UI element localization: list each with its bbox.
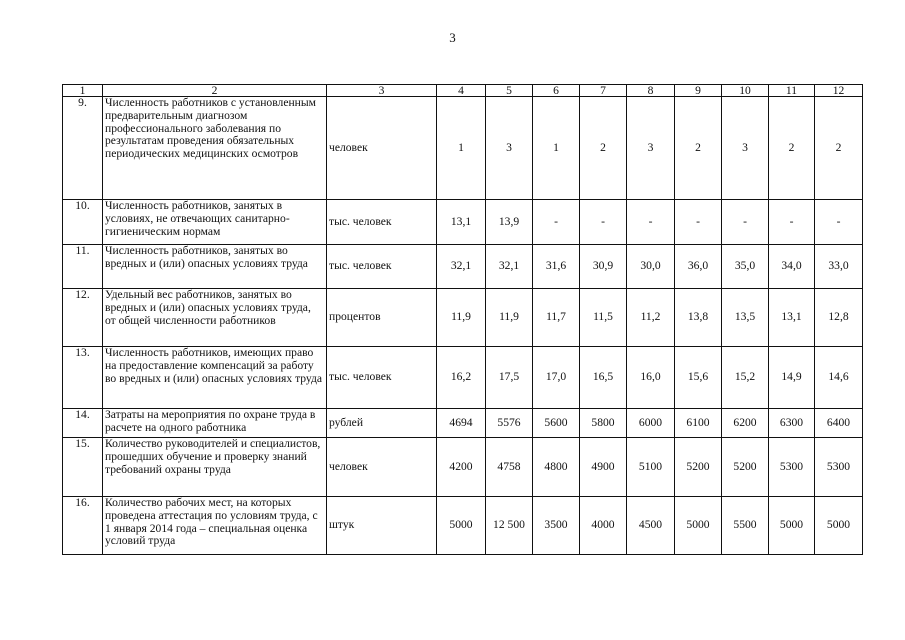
table-row: [63, 97, 863, 200]
value-cell: 14,9: [769, 347, 815, 409]
unit-cell: человек: [327, 97, 437, 200]
indicator-name: Количество руководителей и специалистов, прошедших обучение и проверку знаний требований охраны труда: [103, 438, 327, 497]
value-cell: 3: [722, 97, 769, 200]
value-cell: 4000: [580, 497, 627, 555]
value-cell: 2: [580, 97, 627, 200]
row-number: 11.: [63, 245, 103, 289]
unit-cell: тыс. человек: [327, 245, 437, 289]
value-cell: -: [627, 200, 675, 245]
value-cell: 5300: [769, 438, 815, 497]
header-cell: 10: [722, 85, 769, 97]
value-cell: -: [533, 200, 580, 245]
value-cell: 11,9: [486, 289, 533, 347]
row-number: 9.: [63, 97, 103, 200]
value-cell: 36,0: [675, 245, 722, 289]
header-cell: 11: [769, 85, 815, 97]
value-cell: -: [675, 200, 722, 245]
unit-cell: процентов: [327, 289, 437, 347]
unit-cell: тыс. человек: [327, 347, 437, 409]
value-cell: 6400: [815, 409, 863, 438]
value-cell: -: [722, 200, 769, 245]
indicator-name: Удельный вес работников, занятых во вредных и (или) опасных условиях труда, от общей численности работников: [103, 289, 327, 347]
indicator-name: Затраты на мероприятия по охране труда в расчете на одного работника: [103, 409, 327, 438]
value-cell: 4694: [437, 409, 486, 438]
unit-cell: штук: [327, 497, 437, 555]
row-number: 10.: [63, 200, 103, 245]
value-cell: 13,9: [486, 200, 533, 245]
header-cell: 9: [675, 85, 722, 97]
value-cell: 15,2: [722, 347, 769, 409]
value-cell: 16,0: [627, 347, 675, 409]
value-cell: 3: [486, 97, 533, 200]
indicator-name: Численность работников, занятых во вредных и (или) опасных условиях труда: [103, 245, 327, 289]
value-cell: 33,0: [815, 245, 863, 289]
value-cell: 2: [815, 97, 863, 200]
value-cell: 1: [533, 97, 580, 200]
value-cell: 13,1: [437, 200, 486, 245]
value-cell: 4900: [580, 438, 627, 497]
table-row: [63, 289, 863, 347]
value-cell: 15,6: [675, 347, 722, 409]
value-cell: 5600: [533, 409, 580, 438]
value-cell: 5576: [486, 409, 533, 438]
value-cell: 4500: [627, 497, 675, 555]
value-cell: 1: [437, 97, 486, 200]
header-cell: 8: [627, 85, 675, 97]
header-cell: 1: [63, 85, 103, 97]
value-cell: 11,2: [627, 289, 675, 347]
value-cell: 31,6: [533, 245, 580, 289]
table-row: [63, 347, 863, 409]
value-cell: 16,2: [437, 347, 486, 409]
header-cell: 5: [486, 85, 533, 97]
value-cell: 6000: [627, 409, 675, 438]
row-number: 14.: [63, 409, 103, 438]
value-cell: 4200: [437, 438, 486, 497]
value-cell: 12,8: [815, 289, 863, 347]
value-cell: 5000: [437, 497, 486, 555]
value-cell: 2: [769, 97, 815, 200]
value-cell: -: [580, 200, 627, 245]
table-row: [63, 497, 863, 555]
value-cell: -: [769, 200, 815, 245]
value-cell: 17,0: [533, 347, 580, 409]
value-cell: 2: [675, 97, 722, 200]
indicator-name: Численность работников, занятых в условиях, не отвечающих санитарно-гигиеническим нормам: [103, 200, 327, 245]
table-body: [63, 85, 863, 555]
value-cell: 14,6: [815, 347, 863, 409]
value-cell: 11,7: [533, 289, 580, 347]
row-number: 13.: [63, 347, 103, 409]
value-cell: 5300: [815, 438, 863, 497]
value-cell: 13,8: [675, 289, 722, 347]
value-cell: 30,0: [627, 245, 675, 289]
table-row: [63, 245, 863, 289]
value-cell: 32,1: [486, 245, 533, 289]
value-cell: 5200: [675, 438, 722, 497]
value-cell: 4800: [533, 438, 580, 497]
value-cell: 32,1: [437, 245, 486, 289]
value-cell: 13,5: [722, 289, 769, 347]
indicator-name: Численность работников с установленным предварительным диагнозом профессионального заболевания по результатам проведения обязательных периодических медицинских осмотров: [103, 97, 327, 200]
value-cell: 6100: [675, 409, 722, 438]
indicators-table: [62, 84, 863, 555]
header-cell: 12: [815, 85, 863, 97]
value-cell: 11,9: [437, 289, 486, 347]
header-cell: 2: [103, 85, 327, 97]
value-cell: 5000: [675, 497, 722, 555]
value-cell: 35,0: [722, 245, 769, 289]
value-cell: 5800: [580, 409, 627, 438]
value-cell: 16,5: [580, 347, 627, 409]
table-row: [63, 409, 863, 438]
value-cell: 30,9: [580, 245, 627, 289]
value-cell: 17,5: [486, 347, 533, 409]
value-cell: 11,5: [580, 289, 627, 347]
value-cell: 5000: [769, 497, 815, 555]
row-number: 16.: [63, 497, 103, 555]
unit-cell: тыс. человек: [327, 200, 437, 245]
row-number: 12.: [63, 289, 103, 347]
header-cell: 7: [580, 85, 627, 97]
indicator-name: Численность работников, имеющих право на предоставление компенсаций за работу во вредных и (или) опасных условиях труда: [103, 347, 327, 409]
value-cell: 4758: [486, 438, 533, 497]
value-cell: 5500: [722, 497, 769, 555]
table-row: [63, 438, 863, 497]
header-row: [63, 85, 863, 97]
value-cell: 34,0: [769, 245, 815, 289]
header-cell: 6: [533, 85, 580, 97]
page-number: 3: [449, 30, 456, 45]
unit-cell: человек: [327, 438, 437, 497]
value-cell: 3: [627, 97, 675, 200]
value-cell: 6200: [722, 409, 769, 438]
header-cell: 4: [437, 85, 486, 97]
value-cell: 5000: [815, 497, 863, 555]
table-row: [63, 200, 863, 245]
value-cell: 3500: [533, 497, 580, 555]
value-cell: 5100: [627, 438, 675, 497]
header-cell: 3: [327, 85, 437, 97]
value-cell: 13,1: [769, 289, 815, 347]
value-cell: -: [815, 200, 863, 245]
value-cell: 6300: [769, 409, 815, 438]
value-cell: 5200: [722, 438, 769, 497]
value-cell: 12 500: [486, 497, 533, 555]
row-number: 15.: [63, 438, 103, 497]
indicator-name: Количество рабочих мест, на которых проведена аттестация по условиям труда, с 1 января 2014 года – специальная оценка условий труда: [103, 497, 327, 555]
unit-cell: рублей: [327, 409, 437, 438]
